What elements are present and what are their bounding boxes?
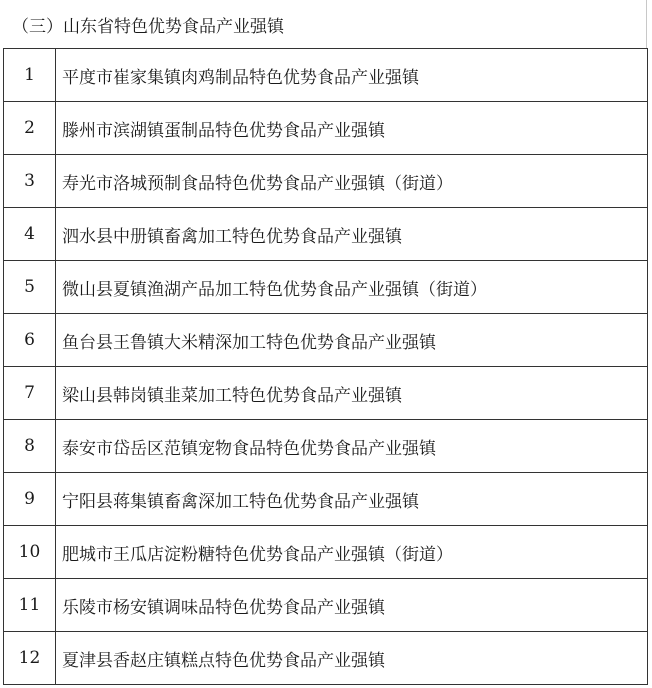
table-row [4,526,648,579]
row-number: 3 [4,155,56,208]
town-name: 乐陵市杨安镇调味品特色优势食品产业强镇 [56,579,648,632]
table-row [4,632,648,685]
table-row [4,49,648,102]
town-name: 泰安市岱岳区范镇宠物食品特色优势食品产业强镇 [56,420,648,473]
table-row [4,155,648,208]
towns-table-body [4,49,648,685]
town-name: 微山县夏镇渔湖产品加工特色优势食品产业强镇（街道） [56,261,648,314]
table-row [4,208,648,261]
table-row [4,420,648,473]
town-name: 夏津县香赵庄镇糕点特色优势食品产业强镇 [56,632,648,685]
table-row [4,261,648,314]
table-row [4,102,648,155]
table-row [4,314,648,367]
table-row [4,579,648,632]
row-number: 2 [4,102,56,155]
row-number: 11 [4,579,56,632]
town-name: 寿光市洛城预制食品特色优势食品产业强镇（街道） [56,155,648,208]
towns-table [3,48,648,685]
row-number: 9 [4,473,56,526]
row-number: 10 [4,526,56,579]
row-number: 5 [4,261,56,314]
row-number: 12 [4,632,56,685]
row-number: 6 [4,314,56,367]
row-number: 1 [4,49,56,102]
row-number: 8 [4,420,56,473]
section-title: （三）山东省特色优势食品产业强镇 [0,0,647,48]
town-name: 滕州市滨湖镇蛋制品特色优势食品产业强镇 [56,102,648,155]
town-name: 平度市崔家集镇肉鸡制品特色优势食品产业强镇 [56,49,648,102]
town-name: 鱼台县王鲁镇大米精深加工特色优势食品产业强镇 [56,314,648,367]
town-name: 泗水县中册镇畜禽加工特色优势食品产业强镇 [56,208,648,261]
town-name: 宁阳县蒋集镇畜禽深加工特色优势食品产业强镇 [56,473,648,526]
town-name: 肥城市王瓜店淀粉糖特色优势食品产业强镇（街道） [56,526,648,579]
row-number: 7 [4,367,56,420]
table-row [4,367,648,420]
row-number: 4 [4,208,56,261]
table-row [4,473,648,526]
town-name: 梁山县韩岗镇韭菜加工特色优势食品产业强镇 [56,367,648,420]
